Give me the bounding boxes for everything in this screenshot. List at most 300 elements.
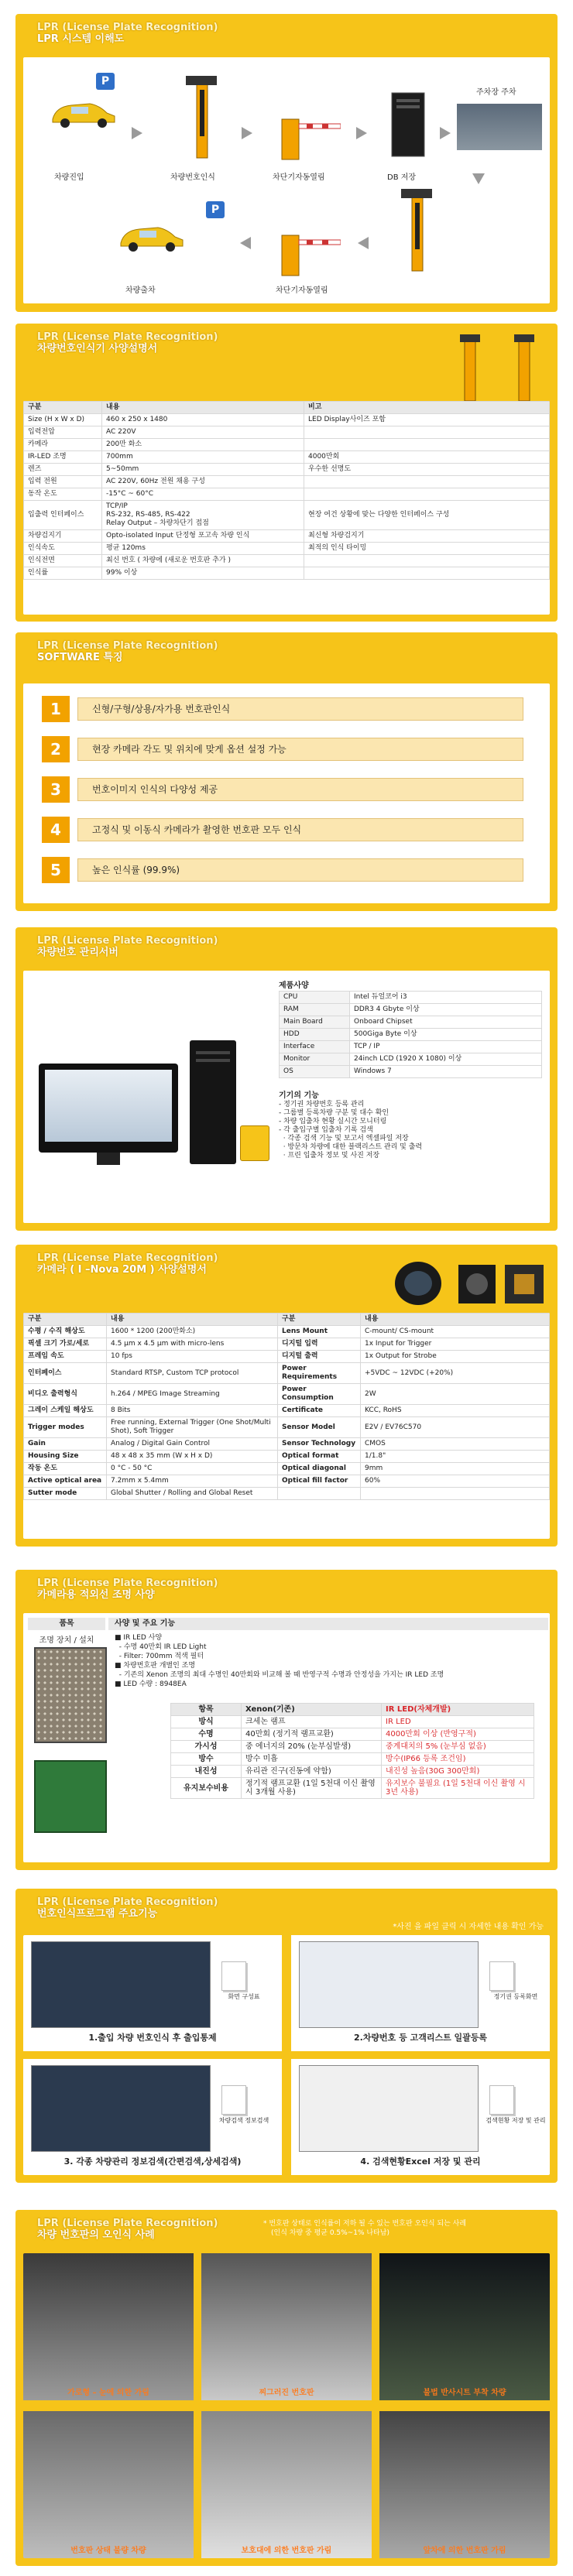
case-caption: 가로형 – 눈에 의한 가림 bbox=[67, 2389, 149, 2397]
arrow-right-icon bbox=[440, 127, 451, 139]
feature-number: 5 bbox=[42, 857, 70, 883]
table-cell: 최신형 차량검지기 bbox=[304, 530, 550, 543]
camera-spec-area bbox=[23, 1313, 550, 1539]
xenon-vs-irled-table bbox=[170, 1703, 534, 1799]
func-title: 기기의 기능 bbox=[279, 1091, 319, 1100]
feature-number: 3 bbox=[42, 776, 70, 803]
table-header: Xenon(기존) bbox=[242, 1704, 382, 1716]
ir-light-area bbox=[23, 1613, 550, 1862]
table-header-row bbox=[171, 1704, 534, 1716]
table-cell: Optical fill factor bbox=[278, 1475, 361, 1488]
panel-lpr-spec bbox=[15, 324, 558, 622]
table-cell: 디지털 입력 bbox=[278, 1338, 361, 1351]
step-barrier-open: 차단기자동열림 bbox=[273, 173, 325, 182]
table-cell: 48 x 48 x 35 mm (W x H x D) bbox=[107, 1451, 278, 1463]
table-cell: CPU bbox=[280, 992, 350, 1004]
case-photo bbox=[201, 2253, 372, 2400]
table-cell: KCC, RoHS bbox=[361, 1405, 550, 1417]
table-header: 구분 bbox=[278, 1314, 361, 1326]
panel-program-functions bbox=[15, 1889, 558, 2183]
pc-tower-image bbox=[190, 1040, 236, 1164]
lpr-camera-pole-icon bbox=[393, 187, 440, 274]
case-photo bbox=[379, 2253, 550, 2400]
table-row bbox=[24, 1326, 550, 1338]
col-head-spec: 사양 및 주요 기능 bbox=[108, 1618, 548, 1630]
table-header: IR LED(자체개발) bbox=[382, 1704, 534, 1716]
table-cell: 그레이 스케일 해상도 bbox=[24, 1405, 107, 1417]
table-cell: 유지보수비용 bbox=[171, 1778, 242, 1799]
table-cell: 작동 온도 bbox=[24, 1463, 107, 1475]
table-cell bbox=[304, 488, 550, 501]
table-cell: 인식률 bbox=[24, 567, 102, 580]
panel-title: 번호인식프로그램 주요기능 bbox=[37, 1908, 158, 1920]
table-cell: 방수 bbox=[171, 1753, 242, 1766]
panel-system-overview bbox=[15, 14, 558, 312]
table-row bbox=[24, 567, 550, 580]
table-cell: Global Shutter / Rolling and Global Reset bbox=[107, 1488, 278, 1500]
parking-lot-image bbox=[457, 104, 542, 150]
case-photo bbox=[23, 2411, 194, 2558]
table-cell: Onboard Chipset bbox=[350, 1016, 542, 1029]
panel-management-server bbox=[15, 927, 558, 1231]
table-row bbox=[24, 1463, 550, 1475]
table-cell: 4000만회 이상 (반영구적) bbox=[382, 1728, 534, 1741]
feature-item bbox=[42, 817, 523, 843]
table-row bbox=[171, 1741, 534, 1753]
table-header: 내용 bbox=[361, 1314, 550, 1326]
table-row bbox=[171, 1753, 534, 1766]
table-cell: Trigger modes bbox=[24, 1417, 107, 1438]
table-cell: 9mm bbox=[361, 1463, 550, 1475]
table-row bbox=[24, 530, 550, 543]
func-item: · 방문차 차량에 대한 블랙리스트 관리 및 출력 bbox=[279, 1143, 423, 1151]
function-screenshot[interactable] bbox=[31, 2065, 211, 2152]
case-photo bbox=[201, 2411, 372, 2558]
table-header: 내용 bbox=[107, 1314, 278, 1326]
table-row bbox=[24, 426, 550, 439]
table-cell: Housing Size bbox=[24, 1451, 107, 1463]
arrow-right-icon bbox=[356, 127, 367, 139]
table-cell: Optical format bbox=[278, 1451, 361, 1463]
table-cell: E2V / EV76C570 bbox=[361, 1417, 550, 1438]
panel-misrecognition-cases bbox=[15, 2210, 558, 2566]
spec-line: ■ IR LED 사양 bbox=[115, 1634, 163, 1642]
table-cell bbox=[304, 476, 550, 488]
feature-item bbox=[42, 696, 523, 722]
panel-title-en: LPR (License Plate Recognition) bbox=[37, 331, 218, 343]
table-cell: TCP/IP RS-232, RS-485, RS-422 Relay Output – 차량차단기 접점 bbox=[102, 501, 304, 530]
table-cell: 99% 이상 bbox=[102, 567, 304, 580]
table-cell: CMOS bbox=[361, 1438, 550, 1451]
barrier-gate-icon bbox=[271, 96, 341, 161]
step-parking: 주차장 주차 bbox=[476, 88, 516, 97]
table-cell: 1600 * 1200 (200만화소) bbox=[107, 1326, 278, 1338]
table-cell: 5~50mm bbox=[102, 464, 304, 476]
panel-title: 차량번호인식기 사양설명서 bbox=[37, 343, 158, 355]
table-header: 비고 bbox=[304, 402, 550, 414]
panel-title-en: LPR (License Plate Recognition) bbox=[37, 935, 218, 947]
feature-number: 1 bbox=[42, 696, 70, 722]
table-cell: 중 에너지의 20% (눈부심발생) bbox=[242, 1741, 382, 1753]
case-caption: 불법 반사시트 부착 차량 bbox=[423, 2389, 506, 2397]
table-cell: 방수(IP66 등록 조건임) bbox=[382, 1753, 534, 1766]
note-line: (인식 차량 중 평균 0.5%~1% 나타남) bbox=[271, 2229, 389, 2237]
table-row bbox=[280, 1053, 542, 1066]
table-cell: 비디오 출력형식 bbox=[24, 1384, 107, 1405]
table-row bbox=[24, 1363, 550, 1384]
table-header-row bbox=[24, 1314, 550, 1326]
table-row bbox=[171, 1766, 534, 1778]
file-icon-label: 정기권 등록화면 bbox=[493, 1993, 538, 2000]
table-row bbox=[171, 1778, 534, 1799]
lpr-device-image bbox=[449, 333, 550, 402]
table-header: 구분 bbox=[24, 402, 102, 414]
table-cell: 700mm bbox=[102, 451, 304, 464]
panel-title-en: LPR (License Plate Recognition) bbox=[37, 1252, 218, 1264]
table-cell: 정기적 램프교환 (1일 5천대 이신 촬영 시 3개월 사용) bbox=[242, 1778, 382, 1799]
case-photo bbox=[379, 2411, 550, 2558]
case-caption: 찌그러진 번호판 bbox=[259, 2389, 314, 2397]
table-cell: 1/1.8" bbox=[361, 1451, 550, 1463]
server-spec-table bbox=[279, 991, 542, 1078]
table-cell: Sutter mode bbox=[24, 1488, 107, 1500]
table-row bbox=[24, 488, 550, 501]
table-cell: 수평 / 수직 해상도 bbox=[24, 1326, 107, 1338]
func-item: - 정기권 차량번호 등록 관리 bbox=[279, 1101, 365, 1108]
camera-images bbox=[387, 1255, 550, 1311]
ir-spec-lines bbox=[115, 1633, 533, 1689]
spec-line: ■ LED 수량 : 8948EA bbox=[115, 1680, 187, 1688]
table-cell bbox=[304, 439, 550, 451]
spec-line: - Filter: 700mm 적색 필터 bbox=[115, 1653, 204, 1660]
table-cell: 동작 온도 bbox=[24, 488, 102, 501]
table-cell: RAM bbox=[280, 1004, 350, 1016]
table-cell: 픽셀 크기 가로/세로 bbox=[24, 1338, 107, 1351]
table-cell: 내진성 높음(30G 300만회) bbox=[382, 1766, 534, 1778]
table-row bbox=[280, 1029, 542, 1041]
table-cell: DDR3 4 Gbyte 이상 bbox=[350, 1004, 542, 1016]
table-cell: Main Board bbox=[280, 1016, 350, 1029]
spec-title: 제품사양 bbox=[279, 981, 309, 990]
arrow-down-left-icon bbox=[472, 173, 485, 184]
panel-software-features bbox=[15, 632, 558, 911]
file-icon[interactable] bbox=[221, 1961, 246, 1991]
func-item: - 그룹별 등록차량 구분 및 대수 확인 bbox=[279, 1109, 389, 1117]
table-cell: Standard RTSP, Custom TCP protocol bbox=[107, 1363, 278, 1384]
case-grid bbox=[23, 2253, 550, 2558]
func-item: · 프린 입출차 정보 및 사진 저장 bbox=[279, 1152, 380, 1160]
table-cell: 크세논 램프 bbox=[242, 1716, 382, 1728]
table-row bbox=[24, 1475, 550, 1488]
table-header: 구분 bbox=[24, 1314, 107, 1326]
table-cell: Intel 듀얼코어 i3 bbox=[350, 992, 542, 1004]
barrier-gate-icon bbox=[271, 212, 341, 277]
table-cell: 1x Input for Trigger bbox=[361, 1338, 550, 1351]
table-cell: 0 °C - 50 °C bbox=[107, 1463, 278, 1475]
table-cell: Sensor Technology bbox=[278, 1438, 361, 1451]
table-row bbox=[24, 439, 550, 451]
db-server-icon bbox=[389, 90, 427, 159]
function-card[interactable] bbox=[23, 2059, 282, 2175]
table-cell: 24inch LCD (1920 X 1080) 이상 bbox=[350, 1053, 542, 1066]
table-cell: LED Display사이즈 포함 bbox=[304, 414, 550, 426]
spec-line: - 수명 40만회 IR LED Light bbox=[115, 1643, 207, 1651]
feature-text: 현장 카메라 각도 및 위치에 맞게 옵션 설정 가능 bbox=[77, 738, 523, 761]
function-caption: 1.출입 차량 번호인식 후 출입통제 bbox=[88, 2033, 217, 2043]
table-cell: OS bbox=[280, 1066, 350, 1078]
arrow-left-icon bbox=[358, 237, 369, 249]
function-card[interactable] bbox=[291, 2059, 550, 2175]
monitor-screen bbox=[45, 1070, 172, 1142]
table-cell: HDD bbox=[280, 1029, 350, 1041]
table-row bbox=[171, 1716, 534, 1728]
table-cell: 평균 120ms bbox=[102, 543, 304, 555]
panel-title: LPR 시스템 이해도 bbox=[37, 33, 125, 45]
step-plate-recognition: 차량번호인식 bbox=[170, 173, 215, 182]
table-cell: Certificate bbox=[278, 1405, 361, 1417]
feature-item bbox=[42, 736, 523, 762]
table-cell: 중계대치의 5% (눈부심 없음) bbox=[382, 1741, 534, 1753]
table-cell bbox=[304, 567, 550, 580]
table-row bbox=[24, 414, 550, 426]
feature-text: 고정식 및 이동식 카메라가 촬영한 번호판 모두 인식 bbox=[77, 818, 523, 841]
table-cell: 방식 bbox=[171, 1716, 242, 1728]
arrow-right-icon bbox=[242, 127, 252, 139]
table-cell: 최신 번호 ( 차량에 (새로운 번호판 추가 ) bbox=[102, 555, 304, 567]
feature-item bbox=[42, 776, 523, 803]
func-item: · 각종 검색 기능 및 보고서 엑셀파일 저장 bbox=[279, 1135, 409, 1142]
table-row bbox=[24, 1438, 550, 1451]
table-cell: IR-LED 조명 bbox=[24, 451, 102, 464]
table-cell: 4000만회 bbox=[304, 451, 550, 464]
table-cell: 입출력 인터페이스 bbox=[24, 501, 102, 530]
table-cell: Windows 7 bbox=[350, 1066, 542, 1078]
badge-icon bbox=[240, 1125, 269, 1161]
item-label: 조명 장치 / 설치 bbox=[39, 1636, 94, 1645]
table-cell: 2W bbox=[361, 1384, 550, 1405]
table-row bbox=[24, 543, 550, 555]
function-card[interactable] bbox=[23, 1935, 282, 2051]
panel-camera-spec bbox=[15, 1245, 558, 1547]
panel-ir-light-spec bbox=[15, 1570, 558, 1870]
table-cell: Optical diagonal bbox=[278, 1463, 361, 1475]
panel-note bbox=[263, 2219, 550, 2238]
table-row bbox=[24, 501, 550, 530]
case-caption: 번호판 상태 불량 차량 bbox=[70, 2547, 146, 2555]
step-car-entry: 차량진입 bbox=[54, 173, 84, 182]
function-screenshot[interactable] bbox=[31, 1941, 211, 2028]
table-cell: 인터페이스 bbox=[24, 1363, 107, 1384]
table-cell: 방수 미흡 bbox=[242, 1753, 382, 1766]
table-cell: Gain bbox=[24, 1438, 107, 1451]
led-panel-image bbox=[34, 1647, 107, 1743]
table-cell: Interface bbox=[280, 1041, 350, 1053]
function-screenshot[interactable] bbox=[299, 2065, 479, 2152]
arrow-right-icon bbox=[132, 127, 142, 139]
monitor-image bbox=[39, 1064, 178, 1153]
table-row bbox=[280, 1066, 542, 1078]
file-icon[interactable] bbox=[489, 2085, 514, 2115]
table-cell: 60% bbox=[361, 1475, 550, 1488]
table-cell: 카메라 bbox=[24, 439, 102, 451]
table-cell: 유리관 진구(진동에 약함) bbox=[242, 1766, 382, 1778]
panel-title-en: LPR (License Plate Recognition) bbox=[37, 1896, 218, 1908]
file-icon-label: 화면 구성표 bbox=[228, 1993, 260, 2000]
table-cell bbox=[304, 555, 550, 567]
table-cell: Power Consumption bbox=[278, 1384, 361, 1405]
note-line: * 번호판 상태로 인식률이 저하 될 수 있는 번호판 오인식 되는 사례 bbox=[263, 2220, 467, 2228]
func-list bbox=[279, 1101, 542, 1160]
table-cell: 현장 여건 상황에 맞는 다양한 인터페이스 구성 bbox=[304, 501, 550, 530]
table-cell: 렌즈 bbox=[24, 464, 102, 476]
table-cell: 10 fps bbox=[107, 1351, 278, 1363]
panel-title: 카메라 ( I –Nova 20M ) 사양설명서 bbox=[37, 1264, 207, 1276]
table-cell: 입력 전원 bbox=[24, 476, 102, 488]
feature-number: 2 bbox=[42, 736, 70, 762]
feature-text: 신형/구형/상용/자가용 번호판인식 bbox=[77, 697, 523, 721]
panel-title-en: LPR (License Plate Recognition) bbox=[37, 22, 218, 33]
table-cell bbox=[361, 1488, 550, 1500]
step-db-save: DB 저장 bbox=[387, 173, 417, 182]
feature-text: 높은 인식률 (99.9%) bbox=[77, 858, 523, 882]
table-cell: Active optical area bbox=[24, 1475, 107, 1488]
panel-title: 카메라용 적외선 조명 사양 bbox=[37, 1589, 155, 1601]
table-cell: 디지털 출력 bbox=[278, 1351, 361, 1363]
panel-title-en: LPR (License Plate Recognition) bbox=[37, 640, 218, 652]
function-caption: 2.차량번호 등 고객리스트 일괄등록 bbox=[353, 2033, 488, 2043]
table-row bbox=[24, 1405, 550, 1417]
file-icon[interactable] bbox=[221, 2085, 246, 2115]
table-header: 내용 bbox=[102, 402, 304, 414]
car-out-icon bbox=[116, 220, 186, 254]
feature-number: 4 bbox=[42, 817, 70, 843]
table-row bbox=[24, 1384, 550, 1405]
table-row bbox=[24, 1351, 550, 1363]
table-cell: 가시성 bbox=[171, 1741, 242, 1753]
panel-title: SOFTWARE 특징 bbox=[37, 652, 123, 663]
step-car-exit: 차량출차 bbox=[125, 286, 156, 295]
step-barrier-open-exit: 차단기자동열림 bbox=[276, 286, 328, 295]
table-row bbox=[171, 1728, 534, 1741]
lpr-camera-pole-icon bbox=[178, 74, 225, 161]
table-cell: 프레임 속도 bbox=[24, 1351, 107, 1363]
table-cell: -15°C ~ 60°C bbox=[102, 488, 304, 501]
monitor-stand bbox=[97, 1153, 120, 1165]
table-cell: Opto-isolated Input 단정형 포고속 차량 인식 bbox=[102, 530, 304, 543]
func-item: - 차량 입출차 현황 실시간 모니터링 bbox=[279, 1118, 387, 1125]
table-row bbox=[24, 476, 550, 488]
function-card[interactable] bbox=[291, 1935, 550, 2051]
table-cell: +5VDC ~ 12VDC (+20%) bbox=[361, 1363, 550, 1384]
table-cell: Lens Mount bbox=[278, 1326, 361, 1338]
function-caption: 3. 각종 차량관리 정보검색(간편검색,상세검색) bbox=[63, 2156, 242, 2167]
case-photo bbox=[23, 2253, 194, 2400]
table-cell: AC 220V bbox=[102, 426, 304, 439]
table-cell: IR LED bbox=[382, 1716, 534, 1728]
function-screenshot[interactable] bbox=[299, 1941, 479, 2028]
camera-spec-table bbox=[23, 1313, 550, 1500]
table-header-row bbox=[24, 402, 550, 414]
table-row bbox=[280, 992, 542, 1004]
spec-line: ■ 차량번호판 개별인 조명 bbox=[115, 1662, 196, 1670]
table-cell: 40만회 (정기적 램프교환) bbox=[242, 1728, 382, 1741]
panel-title: 차량번호 관리서버 bbox=[37, 947, 118, 958]
parking-sign-icon: P bbox=[96, 73, 115, 90]
panel-title-en: LPR (License Plate Recognition) bbox=[37, 1577, 218, 1589]
table-cell: C-mount/ CS-mount bbox=[361, 1326, 550, 1338]
table-row bbox=[24, 1417, 550, 1438]
table-cell: Size (H x W x D) bbox=[24, 414, 102, 426]
feature-text: 번호이미지 인식의 다양성 제공 bbox=[77, 778, 523, 801]
table-cell: 7.2mm x 5.4mm bbox=[107, 1475, 278, 1488]
table-cell: h.264 / MPEG Image Streaming bbox=[107, 1384, 278, 1405]
table-cell: Sensor Model bbox=[278, 1417, 361, 1438]
table-cell: 4.5 μm x 4.5 μm with micro-lens bbox=[107, 1338, 278, 1351]
panel-title: 차량 번호판의 오인식 사례 bbox=[37, 2229, 155, 2241]
case-caption: 앞차에 의한 번호판 가림 bbox=[423, 2547, 506, 2555]
table-cell: 차량검지기 bbox=[24, 530, 102, 543]
spec-line: - 기존의 Xenon 조명의 최대 수명인 40만회와 비교해 볼 때 반영구적 수명과 안정성을 가지는 IR LED 조명 bbox=[115, 1671, 444, 1679]
table-cell: Free running, External Trigger (One Shot/Multi Shot), Soft Trigger bbox=[107, 1417, 278, 1438]
table-cell: 인식전면 bbox=[24, 555, 102, 567]
table-cell: 우수한 선명도 bbox=[304, 464, 550, 476]
table-cell bbox=[304, 426, 550, 439]
system-diagram bbox=[23, 57, 550, 303]
table-cell: 수명 bbox=[171, 1728, 242, 1741]
table-header: 항목 bbox=[171, 1704, 242, 1716]
table-cell: 인식속도 bbox=[24, 543, 102, 555]
lpr-spec-table bbox=[23, 401, 550, 580]
feature-list bbox=[23, 683, 550, 903]
table-row bbox=[280, 1016, 542, 1029]
table-cell: 유지보수 불필요 (1일 5천대 이신 촬영 시 3년 사용) bbox=[382, 1778, 534, 1799]
file-icon-label: 검색현황 저장 및 관리 bbox=[486, 2117, 546, 2124]
table-cell: 1x Output for Strobe bbox=[361, 1351, 550, 1363]
col-head-item: 품목 bbox=[28, 1618, 105, 1630]
table-cell: 500Giga Byte 이상 bbox=[350, 1029, 542, 1041]
table-cell: 입력전압 bbox=[24, 426, 102, 439]
table-cell: 8 Bits bbox=[107, 1405, 278, 1417]
table-row bbox=[24, 1451, 550, 1463]
table-cell: AC 220V, 60Hz 전원 채용 구성 bbox=[102, 476, 304, 488]
parking-sign-icon: P bbox=[206, 201, 225, 218]
table-row bbox=[280, 1041, 542, 1053]
panel-note: *사진 을 파일 클릭 시 자세한 내용 확인 가능 bbox=[393, 1923, 544, 1931]
car-in-icon bbox=[48, 96, 118, 130]
server-area bbox=[23, 971, 550, 1223]
table-cell: 최적의 인식 타이밍 bbox=[304, 543, 550, 555]
file-icon[interactable] bbox=[489, 1961, 514, 1991]
table-row bbox=[280, 1004, 542, 1016]
feature-item bbox=[42, 857, 523, 883]
led-board-image bbox=[34, 1760, 107, 1833]
function-caption: 4. 검색현황Excel 저장 및 관리 bbox=[360, 2156, 481, 2167]
function-grid bbox=[23, 1935, 550, 2175]
table-row bbox=[24, 1488, 550, 1500]
table-cell: 내진성 bbox=[171, 1766, 242, 1778]
table-row bbox=[24, 555, 550, 567]
func-item: - 각 출입구별 입출차 기록 검색 bbox=[279, 1126, 373, 1134]
table-cell: TCP / IP bbox=[350, 1041, 542, 1053]
table-cell: 200만 화소 bbox=[102, 439, 304, 451]
table-cell bbox=[278, 1488, 361, 1500]
case-caption: 보호대에 의한 번호판 가림 bbox=[241, 2547, 332, 2555]
table-cell: Power Requirements bbox=[278, 1363, 361, 1384]
table-row bbox=[24, 1338, 550, 1351]
file-icon-label: 차량검색 정보검색 bbox=[218, 2117, 269, 2124]
table-row bbox=[24, 451, 550, 464]
spec-table-area bbox=[23, 401, 550, 615]
